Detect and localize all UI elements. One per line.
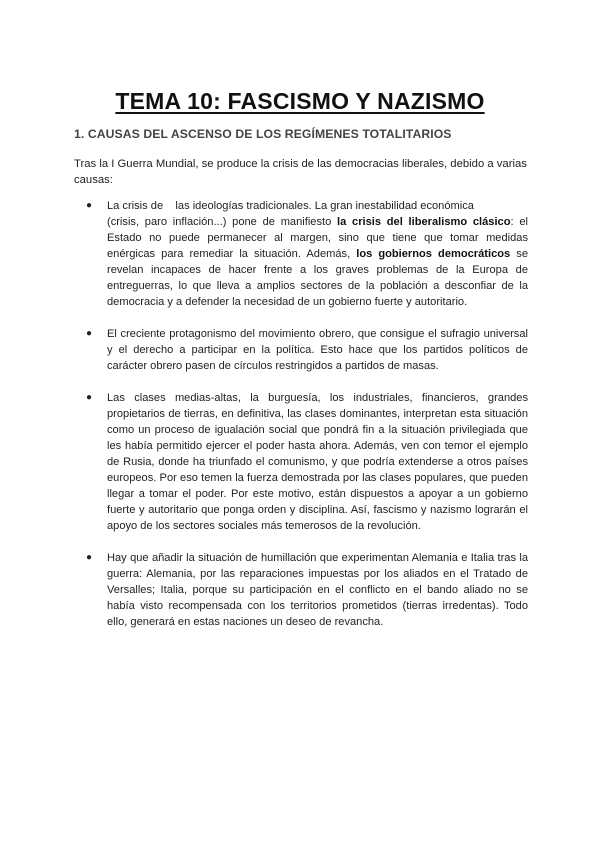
bullet-paragraph: Hay que añadir la situación de humillación que experimentan Alemania e Italia tras la guerra: Alemania, por las reparaciones impuestas por los aliados en el Tratado de Versalles; Italia, porque su participación en el conflicto en el bando aliado no se había visto recompensada con los territorios prometidos (tierras irredentas). Todo ello, generará en estas naciones un deseo de revancha. xyxy=(107,552,528,628)
bullet-paragraph xyxy=(107,198,528,310)
bullet-paragraph: Las clases medias-altas, la burguesía, los industriales, financieros, grandes propietarios de tierras, en definitiva, las clases dominantes, interpretan esta situación como un proceso de igualación social que pondrá fin a la situación privilegiada que les había permitido ejercer el poder hasta ahora. Además, ven con temor el ejemplo de Rusia, donde ha triunfado el comunismo, y que podría extenderse a otros países europeos. Por eso temen la fuerza demostrada por las clases populares, que pueden llegar a tomar el poder. Por este motivo, están dispuestos a apoyar a un gobierno fuerte y autoritario que ponga orden y disciplina. Así, fascismo y nazismo lograrán el apoyo de los sectores sociales más temerosos de la revolución. xyxy=(107,392,528,532)
bold-phrase: la crisis del liberalismo clásico xyxy=(337,216,511,228)
page-title: TEMA 10: FASCISMO Y NAZISMO xyxy=(115,88,485,114)
bullet-icon: ● xyxy=(86,392,93,403)
section-heading: 1. CAUSAS DEL ASCENSO DE LOS REGÍMENES TOTALITARIOS xyxy=(74,127,452,141)
bullet-list xyxy=(74,198,528,646)
intro-paragraph: Tras la I Guerra Mundial, se produce la crisis de las democracias liberales, debido a varias causas: xyxy=(74,158,527,186)
bullet-text: : el Estado no puede permanecer al margen, sino que tiene que tomar medidas enérgicas para remediar la situación. Además, xyxy=(107,216,528,260)
bullet-text: (crisis, paro inflación...) pone de manifiesto xyxy=(107,216,338,228)
list-item xyxy=(74,390,528,534)
bullet-line: La crisis de las ideologías tradicionales. La gran inestabilidad económica xyxy=(107,200,474,212)
list-item xyxy=(74,326,528,374)
bullet-icon: ● xyxy=(86,552,93,563)
bullet-text: se revelan incapaces de hacer frente a los graves problemas de la Europa de entreguerras, lo que lleva a amplios sectores de la población a desconfiar de la democracia y a defender la necesidad de un gobierno fuerte y autoritario. xyxy=(107,248,528,308)
bold-phrase: los gobiernos democráticos xyxy=(356,248,511,260)
list-item xyxy=(74,550,528,630)
bullet-icon: ● xyxy=(86,328,93,339)
bullet-icon: ● xyxy=(86,200,93,211)
list-item xyxy=(74,198,528,310)
bullet-paragraph: El creciente protagonismo del movimiento obrero, que consigue el sufragio universal y el derecho a participar en la política. Esto hace que los partidos políticos de carácter obrero pasen de círculos restringidos a partidos de masas. xyxy=(107,328,528,372)
